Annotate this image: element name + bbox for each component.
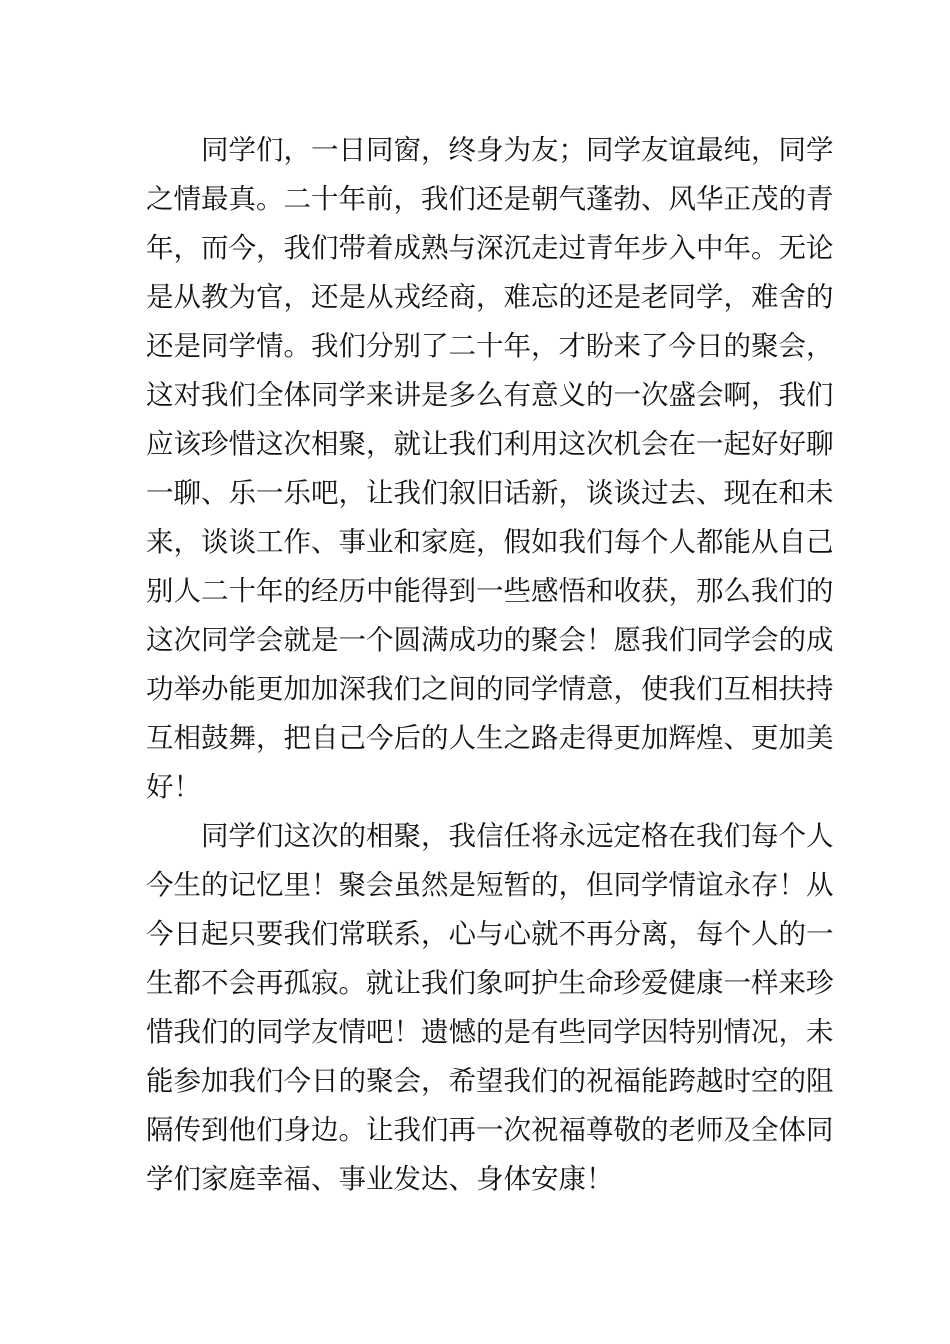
text-line: 是从教为官，还是从戎经商，难忘的还是老同学，难舍的 bbox=[146, 281, 834, 313]
text-line: 今日起只要我们常联系，心与心就不再分离，每个人的一 bbox=[146, 918, 834, 950]
text-line: 别人二十年的经历中能得到一些感悟和收获，那么我们的 bbox=[146, 575, 834, 607]
text-line: 之情最真。二十年前，我们还是朝气蓬勃、风华正茂的青 bbox=[146, 183, 834, 215]
document-body bbox=[146, 126, 834, 1204]
text-line: 一聊、乐一乐吧，让我们叙旧话新，谈谈过去、现在和未 bbox=[146, 477, 834, 509]
text-line: 能参加我们今日的聚会，希望我们的祝福能跨越时空的阻 bbox=[146, 1065, 834, 1097]
text-line: 互相鼓舞，把自己今后的人生之路走得更加辉煌、更加美 bbox=[146, 722, 834, 754]
paragraph-1 bbox=[146, 126, 834, 812]
text-line: 学们家庭幸福、事业发达、身体安康！ bbox=[146, 1163, 614, 1195]
text-line: 这次同学会就是一个圆满成功的聚会！愿我们同学会的成 bbox=[146, 624, 834, 656]
text-line: 这对我们全体同学来讲是多么有意义的一次盛会啊，我们 bbox=[146, 379, 834, 411]
paragraph-2 bbox=[146, 812, 834, 1204]
text-line: 年，而今，我们带着成熟与深沉走过青年步入中年。无论 bbox=[146, 232, 834, 264]
text-line: 来，谈谈工作、事业和家庭，假如我们每个人都能从自己 bbox=[146, 526, 834, 558]
text-line: 好！ bbox=[146, 771, 201, 803]
text-line: 今生的记忆里！聚会虽然是短暂的，但同学情谊永存！从 bbox=[146, 869, 834, 901]
text-line: 应该珍惜这次相聚，就让我们利用这次机会在一起好好聊 bbox=[146, 428, 834, 460]
text-line: 惜我们的同学友情吧！遗憾的是有些同学因特别情况，未 bbox=[146, 1016, 834, 1048]
text-line: 同学们这次的相聚，我信任将永远定格在我们每个人 bbox=[201, 820, 834, 852]
text-line: 功举办能更加加深我们之间的同学情意，使我们互相扶持 bbox=[146, 673, 834, 705]
text-line: 还是同学情。我们分别了二十年，才盼来了今日的聚会， bbox=[146, 330, 834, 362]
text-line: 同学们，一日同窗，终身为友；同学友谊最纯，同学 bbox=[201, 134, 834, 166]
text-line: 隔传到他们身边。让我们再一次祝福尊敬的老师及全体同 bbox=[146, 1114, 834, 1146]
text-line: 生都不会再孤寂。就让我们象呵护生命珍爱健康一样来珍 bbox=[146, 967, 834, 999]
